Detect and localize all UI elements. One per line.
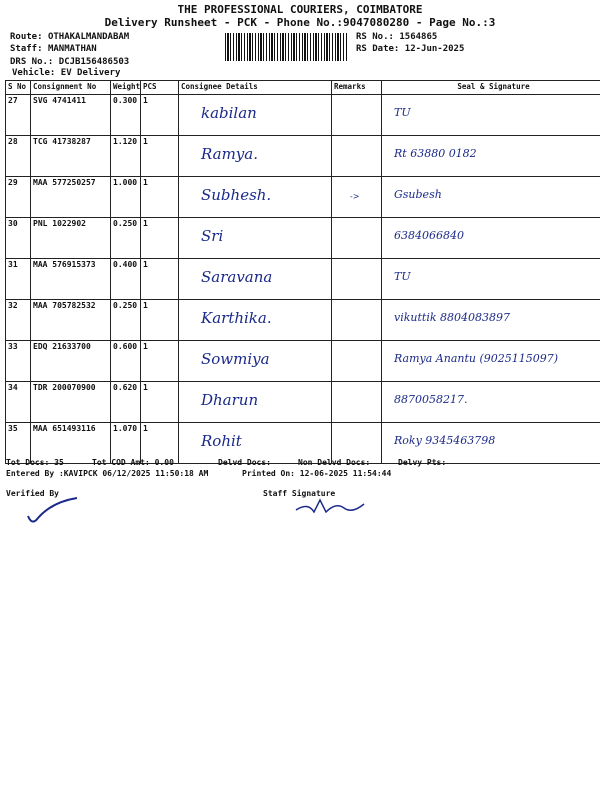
pcs-cell: 1 [141, 177, 179, 218]
consignee-cell [179, 259, 332, 300]
table-row [6, 259, 600, 300]
seal-cell [382, 136, 600, 177]
weight-cell: 0.620 [111, 382, 141, 423]
weight-cell: 1.070 [111, 423, 141, 464]
vehicle-line [12, 68, 120, 78]
sno-cell: 27 [6, 95, 31, 136]
staff-value: MANMATHAN [47, 44, 97, 54]
drs-label: DRS No.: [10, 57, 54, 67]
remarks-cell [332, 218, 382, 259]
consignment-cell: TDR 200070900 [31, 382, 111, 423]
consignee-cell [179, 382, 332, 423]
seal-signature: Rt 63880 0182 [394, 147, 477, 160]
route-value: OTHAKALMANDABAM [47, 32, 130, 42]
table-row [6, 177, 600, 218]
seal-signature: 8870058217. [394, 393, 468, 406]
vehicle-label: Vehicle: [12, 68, 56, 78]
pcs-cell: 1 [141, 95, 179, 136]
sno-cell: 34 [6, 382, 31, 423]
col-header: PCS [141, 81, 179, 95]
table-header-row [6, 81, 600, 95]
consignment-cell: PNL 1022902 [31, 218, 111, 259]
consignment-cell: TCG 41738287 [31, 136, 111, 177]
tot-cod: Tot COD Amt: 0.00 [92, 458, 174, 467]
seal-signature: TU [394, 270, 411, 283]
remarks-cell [332, 136, 382, 177]
consignee-cell [179, 341, 332, 382]
seal-cell [382, 341, 600, 382]
drs-value: DCJB156486503 [58, 57, 130, 67]
verifier-signature [22, 496, 82, 526]
pcs-cell: 1 [141, 300, 179, 341]
pcs-cell: 1 [141, 423, 179, 464]
weight-cell: 0.250 [111, 218, 141, 259]
consignment-cell: EDQ 21633700 [31, 341, 111, 382]
consignee-signature: Sri [201, 227, 224, 245]
col-header: Seal & Signature [382, 81, 600, 95]
consignment-cell: MAA 651493116 [31, 423, 111, 464]
seal-cell [382, 259, 600, 300]
rs-no-line [356, 32, 437, 42]
printed-on: Printed On: 12-06-2025 11:54:44 [242, 469, 392, 478]
barcode-image [225, 33, 347, 61]
remarks-cell [332, 300, 382, 341]
consignee-signature: Sowmiya [201, 350, 270, 368]
consignee-signature: Subhesh. [201, 186, 272, 204]
pcs-cell: 1 [141, 259, 179, 300]
route-line [10, 32, 129, 42]
table-row [6, 341, 600, 382]
sno-cell: 28 [6, 136, 31, 177]
table-row [6, 218, 600, 259]
col-header: Weight [111, 81, 141, 95]
col-header: Remarks [332, 81, 382, 95]
consignment-cell: MAA 576915373 [31, 259, 111, 300]
seal-cell [382, 382, 600, 423]
staff-label: Staff: [10, 44, 43, 54]
consignee-cell [179, 177, 332, 218]
remarks-cell [332, 341, 382, 382]
col-header: Consignee Details [179, 81, 332, 95]
sno-cell: 33 [6, 341, 31, 382]
rs-date-label: RS Date: [356, 44, 400, 54]
seal-signature: Roky 9345463798 [394, 434, 496, 447]
pcs-cell: 1 [141, 218, 179, 259]
col-header: S No [6, 81, 31, 95]
consignee-signature: Karthika. [201, 309, 272, 327]
rs-no-label: RS No.: [356, 32, 394, 42]
consignment-cell: MAA 705782532 [31, 300, 111, 341]
consignee-signature: Rohit [201, 432, 242, 450]
company-title: THE PROFESSIONAL COURIERS, COIMBATORE [177, 3, 423, 16]
sno-cell: 31 [6, 259, 31, 300]
staff-signature [292, 496, 372, 520]
sno-cell: 32 [6, 300, 31, 341]
consignee-cell [179, 136, 332, 177]
delvy-pts: Delvy Pts: [398, 458, 447, 467]
consignee-signature: Dharun [201, 391, 259, 409]
weight-cell: 1.000 [111, 177, 141, 218]
route-label: Route: [10, 32, 43, 42]
remarks-arrow: -> [350, 192, 360, 201]
consignment-cell: SVG 4741411 [31, 95, 111, 136]
table-row [6, 300, 600, 341]
table-row [6, 95, 600, 136]
weight-cell: 0.300 [111, 95, 141, 136]
rs-no-value: 1564865 [399, 32, 438, 42]
drs-line [10, 57, 129, 67]
seal-signature: vikuttik 8804083897 [394, 311, 510, 324]
weight-cell: 1.120 [111, 136, 141, 177]
vehicle-value: EV Delivery [60, 68, 121, 78]
seal-signature: 6384066840 [394, 229, 464, 242]
table-row [6, 136, 600, 177]
verified-by: Verified By [6, 489, 59, 498]
seal-cell [382, 218, 600, 259]
consignment-cell: MAA 577250257 [31, 177, 111, 218]
seal-signature: Ramya Anantu (9025115097) [394, 352, 559, 365]
delvd-docs: Delvd Docs: [218, 458, 271, 467]
runsheet-table [5, 80, 600, 464]
rs-date-line [356, 44, 464, 54]
staff-signature-label: Staff Signature [263, 489, 336, 498]
sno-cell: 30 [6, 218, 31, 259]
consignee-signature: kabilan [201, 104, 257, 122]
remarks-cell [332, 177, 382, 218]
staff-line [10, 44, 97, 54]
sno-cell: 29 [6, 177, 31, 218]
pcs-cell: 1 [141, 136, 179, 177]
table-row [6, 382, 600, 423]
weight-cell: 0.400 [111, 259, 141, 300]
entered-by: Entered By :KAVIPCK 06/12/2025 11:50:18 AM [6, 469, 209, 478]
weight-cell: 0.250 [111, 300, 141, 341]
sno-cell: 35 [6, 423, 31, 464]
rs-date-value: 12-Jun-2025 [404, 44, 465, 54]
non-delvd-docs: Non Delvd Docs: [298, 458, 371, 467]
consignee-signature: Ramya. [201, 145, 258, 163]
seal-cell [382, 177, 600, 218]
col-header: Consignment No [31, 81, 111, 95]
seal-signature: TU [394, 106, 411, 119]
tot-docs: Tot Docs: 35 [6, 458, 64, 467]
consignee-cell [179, 95, 332, 136]
remarks-cell [332, 259, 382, 300]
runsheet-subtitle: Delivery Runsheet - PCK - Phone No.:9047080280 - Page No.:3 [104, 16, 496, 29]
seal-cell [382, 300, 600, 341]
pcs-cell: 1 [141, 341, 179, 382]
seal-signature: Gsubesh [394, 188, 442, 201]
remarks-cell [332, 95, 382, 136]
consignee-cell [179, 300, 332, 341]
consignee-cell [179, 218, 332, 259]
seal-cell [382, 95, 600, 136]
remarks-cell [332, 382, 382, 423]
weight-cell: 0.600 [111, 341, 141, 382]
consignee-signature: Saravana [201, 268, 273, 286]
pcs-cell: 1 [141, 382, 179, 423]
